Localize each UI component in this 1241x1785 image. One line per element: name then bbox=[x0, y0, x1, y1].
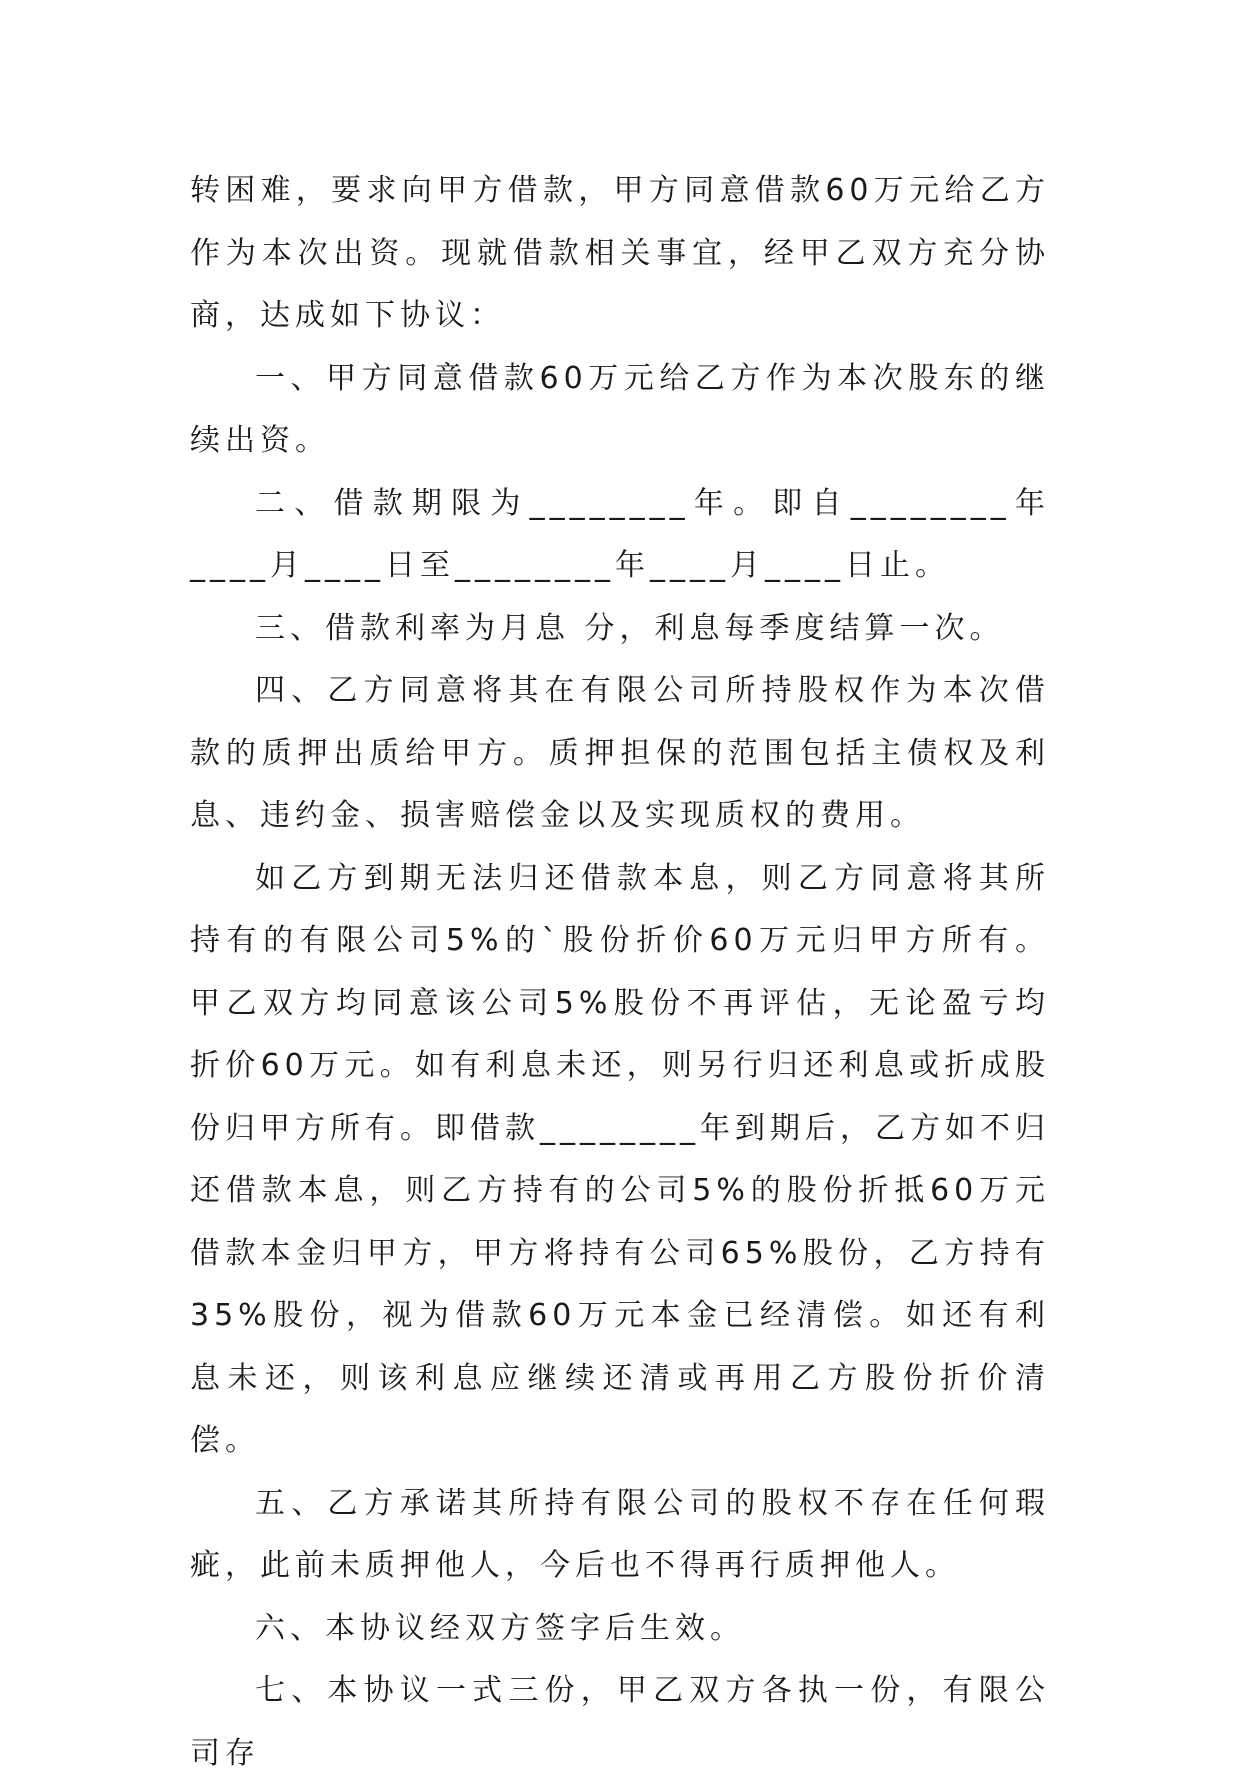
clause-3-interest-rate: 三、借款利率为月息 分，利息每季度结算一次。 bbox=[255, 610, 1005, 646]
clause-6-effective: 六、本协议经双方签字后生效。 bbox=[255, 1610, 745, 1646]
document-body bbox=[190, 160, 1050, 1785]
clause-5-warranty: 五、乙方承诺其所持有限公司的股权不存在任何瑕疵，此前未质押他人，今后也不得再行质押他人。 bbox=[190, 1485, 1050, 1583]
clause-4-pledge: 四、乙方同意将其在有限公司所持股权作为本次借款的质押出质给甲方。质押担保的范围包括主债权及利息、违约金、损害赔偿金以及实现质权的费用。 bbox=[190, 673, 1050, 833]
clause-1: 一、甲方同意借款60万元给乙方作为本次股东的继续出资。 bbox=[190, 360, 1050, 458]
paragraph-continuation: 转困难，要求向甲方借款，甲方同意借款60万元给乙方作为本次出资。现就借款相关事宜，经甲乙双方充分协商，达成如下协议： bbox=[190, 173, 1050, 333]
clause-2-loan-term: 二、借款期限为________年。即自________年____月____日至________年____月____日止。 bbox=[190, 485, 1050, 583]
clause-7-copies: 七、本协议一式三份，甲乙双方各执一份，有限公司存 bbox=[190, 1673, 1050, 1771]
clause-4-default-terms: 如乙方到期无法归还借款本息，则乙方同意将其所持有的有限公司5%的`股份折价60万元归甲方所有。甲乙双方均同意该公司5%股份不再评估，无论盈亏均折价60万元。如有利息未还，则另行归还利息或折成股份归甲方所有。即借款________年到期后，乙方如不归还借款本息，则乙方持有的公司5%的股份折抵60万元借款本金归甲方，甲方将持有公司65%股份，乙方持有35%股份，视为借款60万元本金已经清偿。如还有利息未还，则该利息应继续还清或再用乙方股份折价清偿。 bbox=[190, 860, 1050, 1458]
